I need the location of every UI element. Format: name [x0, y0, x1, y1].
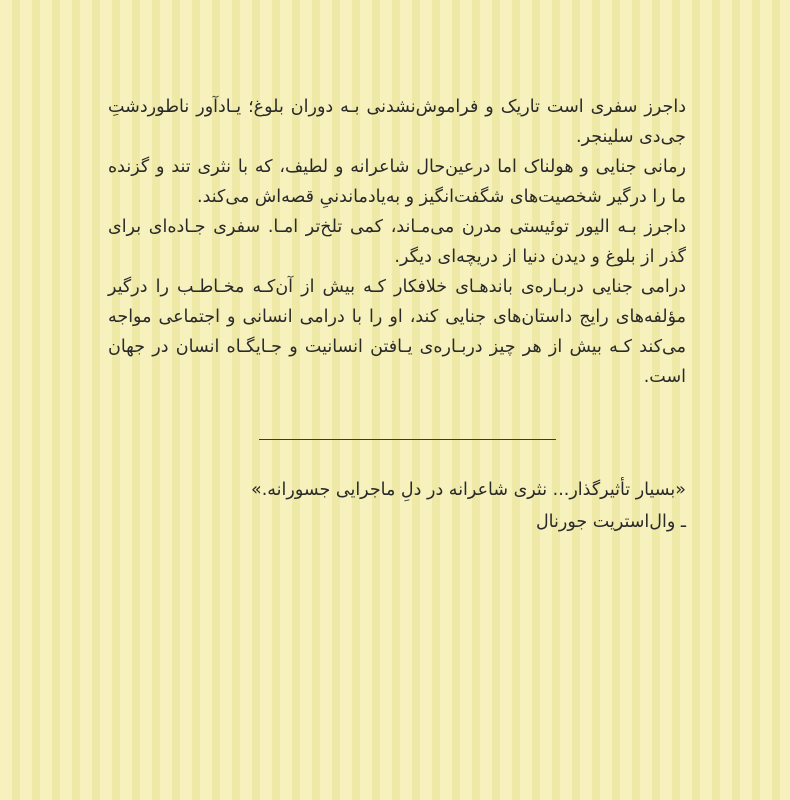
review-quote — [108, 474, 686, 538]
description-paragraph-4: درامی جنایی دربـاره‌ی باندهـای خلافکار کـه بیش از آن‌کـه مخـاطـب را درگیر مؤلفه‌های رایج داستان‌های جنایی کند، او را با درامی انسانی و اجتماعی مواجه می‌کند کـه بیش از هر چیز دربـاره‌ی یـافتن انسانیت و جـایگـاه انسان در جهان است. — [108, 277, 686, 387]
book-description — [108, 92, 686, 392]
description-paragraph-2: رمانی جنایی و هولناک اما درعین‌حال شاعرانه و لطیف، که با نثری تند و گزنده ما را درگیر شخصیت‌های شگفت‌انگیز و به‌یادماندنیِ قصه‌اش می‌کند. — [108, 157, 686, 207]
quote-source: ـ وال‌استریت جورنال — [535, 512, 686, 532]
section-divider — [259, 439, 556, 440]
description-paragraph-1: داجرز سفری است تاریک و فراموش‌نشدنی بـه دوران بلوغ؛ یـادآور ناطوردشتِ جی‌دی سلینجر. — [108, 97, 686, 147]
description-paragraph-3: داجرز بـه الیور توئیستی مدرن می‌مـاند، کمی تلخ‌تر امـا. سفری جـاده‌ای برای گذر از بلوغ و دیدن دنیا از دریچه‌ای دیگر. — [108, 217, 686, 267]
quote-text: «بسیار تأثیرگذار... نثری شاعرانه در دلِ ماجرایی جسورانه.» — [251, 480, 686, 500]
